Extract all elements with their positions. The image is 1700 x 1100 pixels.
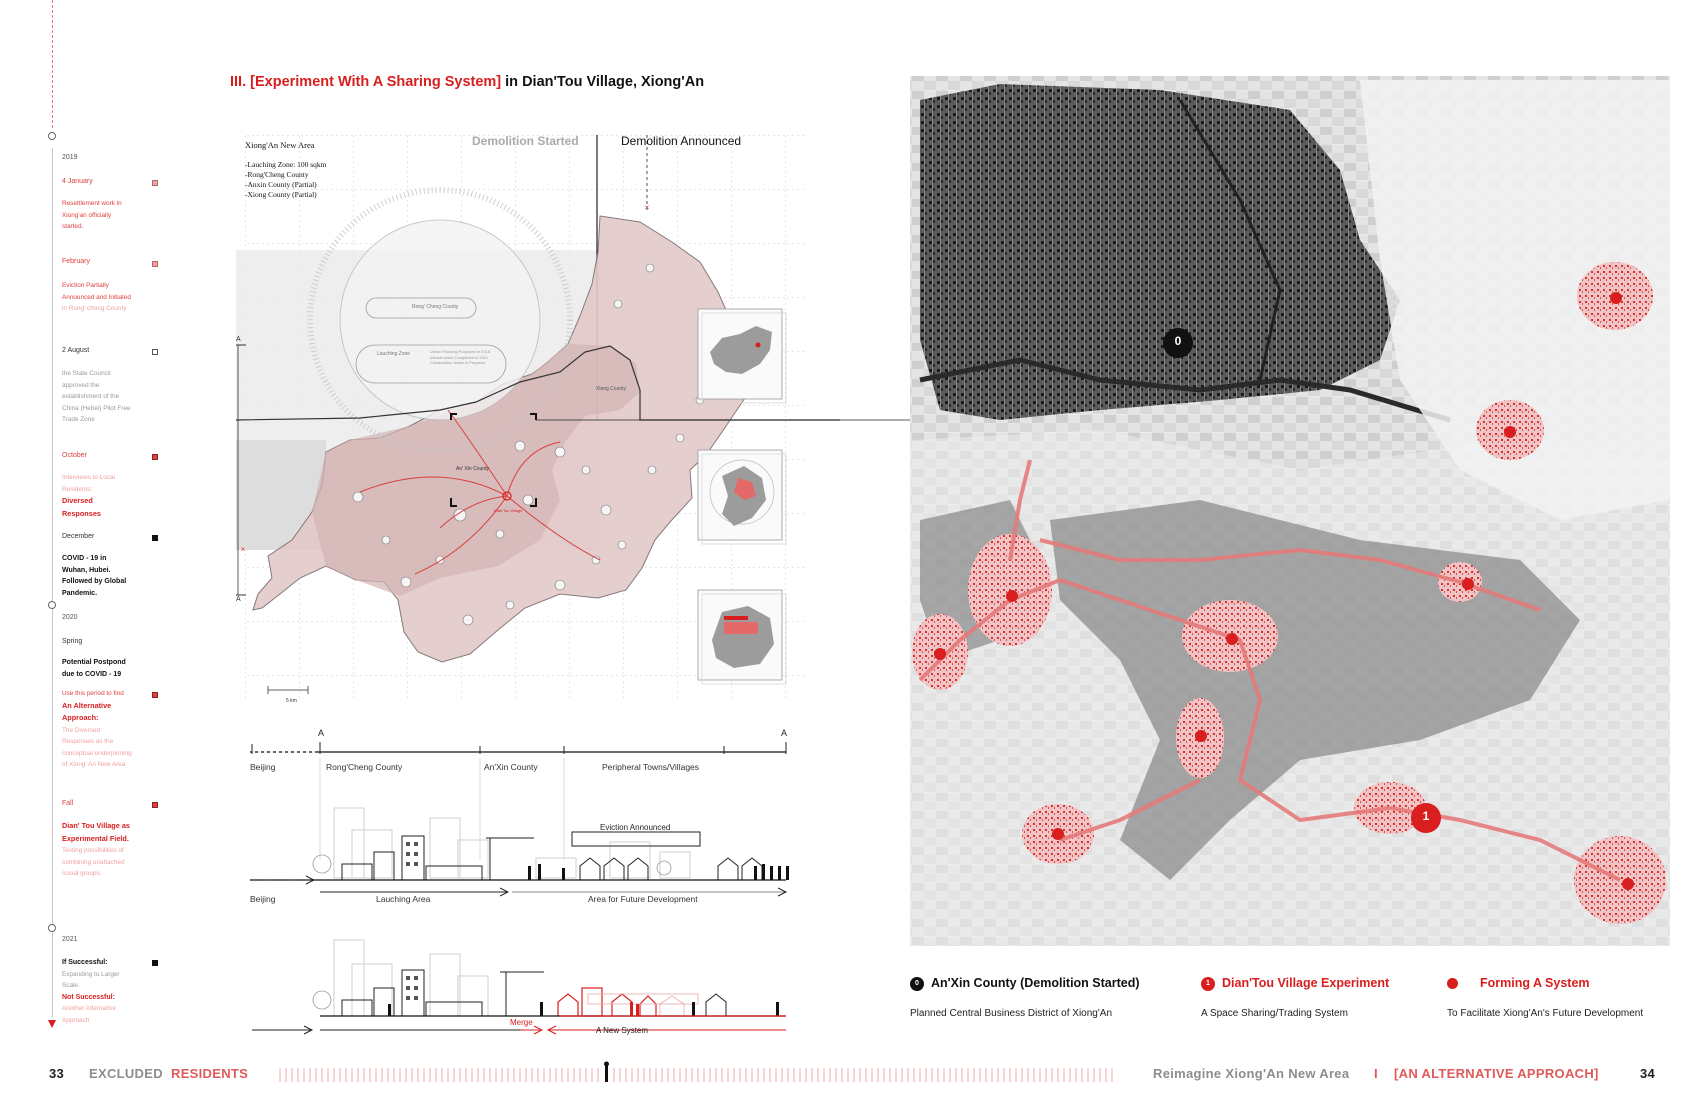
label-new-system: A New System — [596, 1026, 649, 1035]
year-2021: 2021 — [62, 936, 78, 943]
event-aug-text: the State Council approved the establishment of the China (Hebei) Pilot Free Trade Zone — [62, 370, 131, 423]
label-rongcheng-county: Rong' Cheng County — [412, 304, 459, 310]
event-dec-text: COVID - 19 in Wuhan, Hubei. Followed by Global Pandemic. — [62, 555, 127, 597]
page-number-left: 33 — [49, 1066, 65, 1081]
label-peripheral: Peripheral Towns/Villages — [602, 762, 700, 772]
footer-title: Reimagine Xiong'An New Area — [1153, 1066, 1350, 1081]
event-fall-text: Dian' Tou Village as Experimental Field. Testing possibilities of combining unattached social groups. — [62, 821, 130, 877]
section-a-right: A — [781, 728, 788, 738]
event-spring-label: Spring — [62, 638, 83, 645]
label-beijing: Beijing — [250, 762, 276, 772]
event-fall-label: Fall — [62, 800, 74, 807]
event-spring-text: Use this period to find An Alternative Approach: The Diversed Responses as the conceptual underpinning of Xiong' An New Area — [62, 690, 132, 768]
label-anxin: An'Xin County — [484, 762, 538, 772]
label-urban-planning: Urban Planning Proposed in 2018 Infrastructure Completed in 2021 Construction Noise in Progress — [430, 349, 491, 365]
scale-label: 5 km — [286, 698, 297, 704]
year-2020: 2020 — [62, 614, 78, 621]
event-jan-label: 4 January — [62, 178, 93, 185]
section-label-red: RESIDENTS — [171, 1066, 249, 1081]
legend-sub-2: To Facilitate Xiong'An's Future Development — [1447, 1008, 1644, 1019]
footer-figure-icon — [605, 1066, 608, 1082]
page-heading: III. [Experiment With A Sharing System] in Dian'Tou Village, Xiong'An — [230, 74, 705, 90]
event-spring-postpone: Potential Postpond due to COVID - 19 — [62, 659, 126, 678]
legend-dot-1: 1 — [1201, 977, 1215, 991]
map-notes: -Lauching Zone: 100 sqkm -Rong'Cheng County -Anxin County (Partial) -Xiong County (Partial) — [245, 160, 327, 199]
label-anxin-county: An' Xin County — [456, 466, 489, 472]
map-title: Xiong'An New Area — [245, 140, 315, 150]
event-dec-label: December — [62, 533, 95, 540]
event-feb-label: February — [62, 258, 91, 265]
legend-sub-0: Planned Central Business District of Xiong'An — [910, 1008, 1113, 1019]
event-aug-label: 2 August — [62, 347, 90, 354]
event-feb-text: Eviction Partially Announced and Initiated in Rong' chong County — [62, 282, 131, 312]
label-eviction-announced: Eviction Announced — [600, 823, 671, 832]
label-merge: Merge — [510, 1018, 533, 1027]
section-label-gray: EXCLUDED — [89, 1066, 163, 1081]
legend-sub-1: A Space Sharing/Trading System — [1201, 1008, 1348, 1019]
year-2019: 2019 — [62, 154, 78, 161]
page-number-right: 34 — [1640, 1066, 1656, 1081]
event-oct-label: October — [62, 452, 87, 459]
section-a-top: A — [236, 336, 241, 343]
phase-started-label: Demolition Started — [472, 134, 579, 148]
label-lauching-area: Lauching Area — [376, 894, 431, 904]
event-2021-text: If Successful: Expanding to Larger Scale. Not Successful: Another Alternative Approach — [62, 959, 120, 1024]
legend-title-1: Dian'Tou Village Experiment — [1222, 976, 1390, 990]
footer-separator: I — [1374, 1066, 1378, 1081]
label-xiong-county: Xiong County — [596, 386, 627, 392]
label-lauching-zone: Lauching Zone — [377, 351, 411, 357]
legend-title-0: An'Xin County (Demolition Started) — [931, 976, 1140, 990]
label-rongcheng: Rong'Cheng County — [326, 762, 403, 772]
x-marker-left: × — [240, 545, 246, 554]
legend-dot-0: 0 — [910, 977, 924, 991]
section-a-left: A — [318, 728, 325, 738]
legend-title-2: Forming A System — [1480, 976, 1590, 990]
phase-announced-label: Demolition Announced — [621, 134, 742, 148]
sat-marker-0-label: 0 — [1174, 334, 1182, 348]
x-marker-top: × — [644, 203, 650, 212]
label-diantou-village: Dian'Tou Village — [494, 508, 523, 513]
event-oct-text: Interviews to Local Residents: Diversed Responses — [62, 474, 115, 518]
section-a-bottom: A — [236, 596, 241, 603]
event-jan-text: Resettlement work in Xiong'an officially started. — [62, 200, 122, 230]
footer-subtitle: [AN ALTERNATIVE APPROACH] — [1394, 1066, 1599, 1081]
sat-marker-1-label: 1 — [1422, 809, 1430, 823]
label-beijing-2: Beijing — [250, 894, 276, 904]
label-future-area: Area for Future Development — [588, 894, 698, 904]
